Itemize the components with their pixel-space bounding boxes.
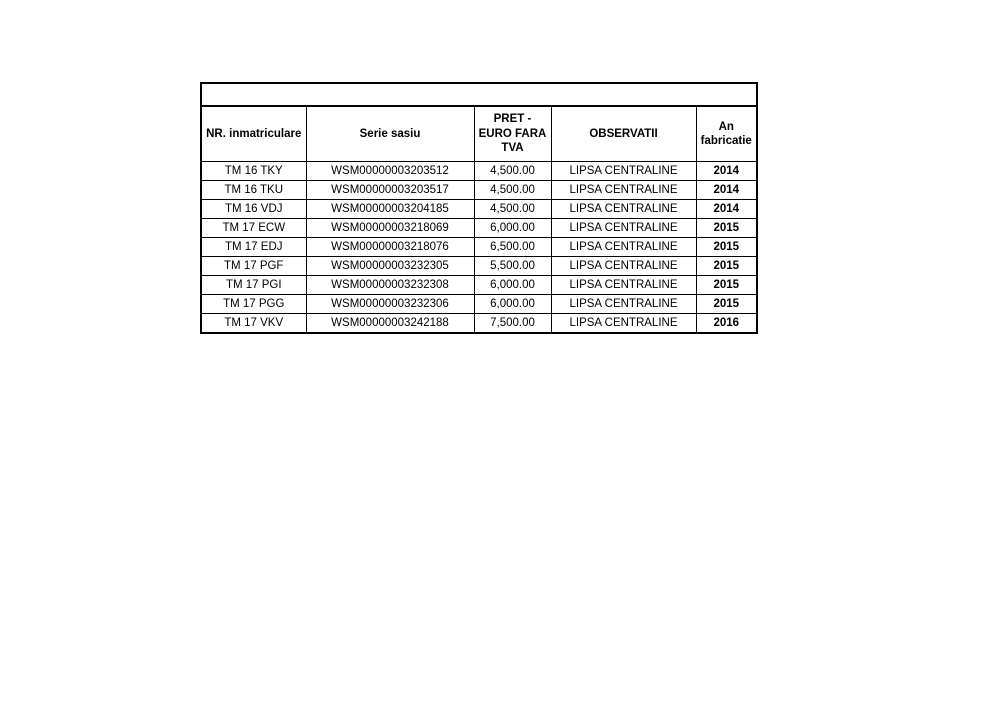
plate-cell: TM 17 PGG <box>201 295 306 314</box>
plate-cell: TM 17 PGF <box>201 257 306 276</box>
year-cell: 2015 <box>696 219 757 238</box>
price-cell: 5,500.00 <box>474 257 551 276</box>
year-cell: 2014 <box>696 200 757 219</box>
year-cell: 2014 <box>696 181 757 200</box>
chassis-cell: WSM00000003232306 <box>306 295 474 314</box>
observations-cell: LIPSA CENTRALINE <box>551 200 696 219</box>
plate-cell: TM 17 PGI <box>201 276 306 295</box>
col-header-an-fabricatie: An fabricatie <box>696 106 757 162</box>
table-title-row <box>201 83 757 106</box>
plate-cell: TM 16 TKY <box>201 162 306 181</box>
chassis-cell: WSM00000003242188 <box>306 314 474 334</box>
table-row <box>201 314 757 334</box>
plate-cell: TM 16 TKU <box>201 181 306 200</box>
table-row <box>201 162 757 181</box>
table-row <box>201 181 757 200</box>
plate-cell: TM 16 VDJ <box>201 200 306 219</box>
price-cell: 4,500.00 <box>474 200 551 219</box>
chassis-cell: WSM00000003232308 <box>306 276 474 295</box>
observations-cell: LIPSA CENTRALINE <box>551 181 696 200</box>
year-cell: 2014 <box>696 162 757 181</box>
price-cell: 7,500.00 <box>474 314 551 334</box>
price-cell: 6,000.00 <box>474 276 551 295</box>
chassis-cell: WSM00000003218069 <box>306 219 474 238</box>
observations-cell: LIPSA CENTRALINE <box>551 314 696 334</box>
observations-cell: LIPSA CENTRALINE <box>551 295 696 314</box>
chassis-cell: WSM00000003203517 <box>306 181 474 200</box>
col-header-observatii: OBSERVATII <box>551 106 696 162</box>
table-row <box>201 276 757 295</box>
observations-cell: LIPSA CENTRALINE <box>551 162 696 181</box>
plate-cell: TM 17 VKV <box>201 314 306 334</box>
price-cell: 6,000.00 <box>474 219 551 238</box>
observations-cell: LIPSA CENTRALINE <box>551 238 696 257</box>
year-cell: 2015 <box>696 276 757 295</box>
table-row <box>201 295 757 314</box>
year-cell: 2015 <box>696 238 757 257</box>
year-cell: 2015 <box>696 257 757 276</box>
observations-cell: LIPSA CENTRALINE <box>551 257 696 276</box>
chassis-cell: WSM00000003204185 <box>306 200 474 219</box>
plate-cell: TM 17 EDJ <box>201 238 306 257</box>
price-cell: 4,500.00 <box>474 181 551 200</box>
col-header-serie-sasiu: Serie sasiu <box>306 106 474 162</box>
chassis-cell: WSM00000003203512 <box>306 162 474 181</box>
chassis-cell: WSM00000003218076 <box>306 238 474 257</box>
table-row <box>201 238 757 257</box>
table-header-row <box>201 106 757 162</box>
table-row <box>201 219 757 238</box>
table-row <box>201 200 757 219</box>
table-row <box>201 257 757 276</box>
year-cell: 2016 <box>696 314 757 334</box>
table-body <box>201 162 757 334</box>
price-cell: 4,500.00 <box>474 162 551 181</box>
col-header-nr-inmatriculare: NR. inmatriculare <box>201 106 306 162</box>
year-cell: 2015 <box>696 295 757 314</box>
chassis-cell: WSM00000003232305 <box>306 257 474 276</box>
price-cell: 6,000.00 <box>474 295 551 314</box>
vehicle-price-table <box>200 82 758 334</box>
plate-cell: TM 17 ECW <box>201 219 306 238</box>
price-cell: 6,500.00 <box>474 238 551 257</box>
table-title-cell <box>201 83 757 106</box>
col-header-pret-euro-fara-tva: PRET - EURO FARA TVA <box>474 106 551 162</box>
observations-cell: LIPSA CENTRALINE <box>551 276 696 295</box>
observations-cell: LIPSA CENTRALINE <box>551 219 696 238</box>
